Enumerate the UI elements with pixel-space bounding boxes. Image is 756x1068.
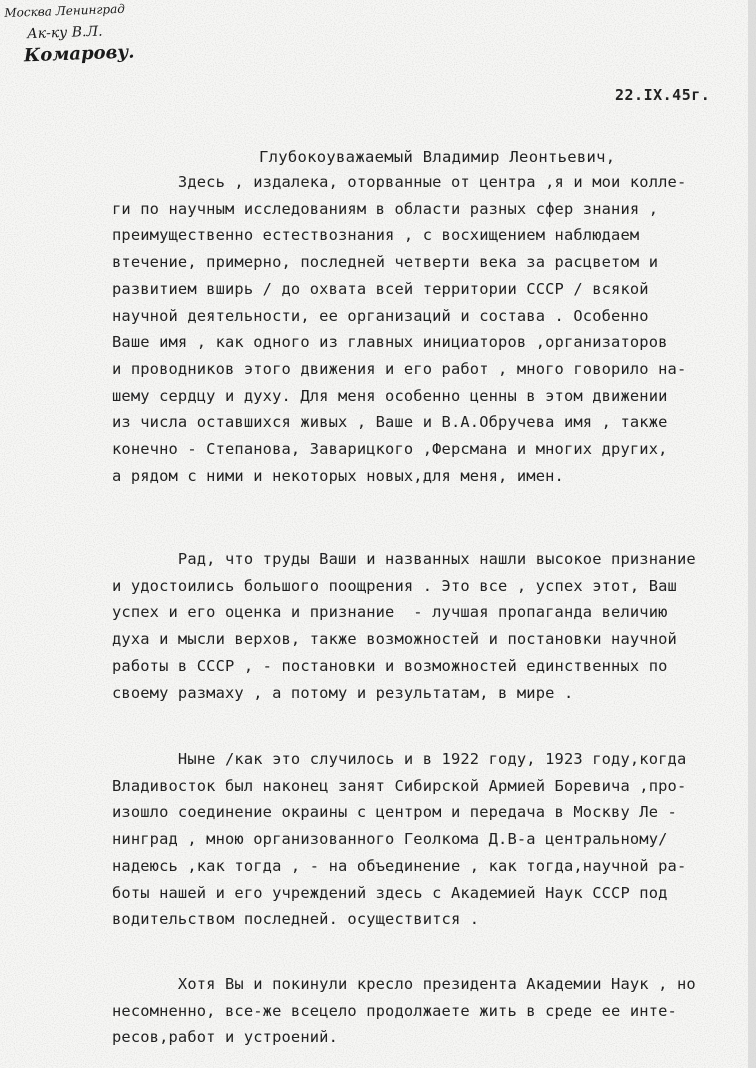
text-line: боты нашей и его учреждений здесь с Академией Наук СССР под: [112, 883, 668, 902]
text-line: ресов,работ и устроений.: [112, 1028, 338, 1047]
text-line: нинград , мною организованного Геолкома Д.В-а центральному/: [112, 830, 668, 849]
text-line: работы в СССР , - постановки и возможностей единственных по: [112, 656, 668, 675]
text-line: Владивосток был наконец занят Сибирской Армией Боревича ,про-: [112, 776, 687, 795]
text-line: Здесь , издалека, оторванные от центра ,я и мои колле-: [112, 173, 687, 191]
text-line: и удостоились большого поощрения . Это все , успех этот, Ваш: [112, 576, 677, 595]
paragraph-1: [112, 169, 742, 489]
text-line: шему сердцу и духу. Для меня особенно ценны в этом движении: [112, 386, 668, 405]
text-line: конечно - Степанова, Заварицкого ,Ферсмана и многих других,: [112, 440, 668, 459]
handwritten-annotation: [4, 0, 135, 68]
letter-salutation: Глубокоуважаемый Владимир Леонтьевич,: [259, 148, 616, 166]
text-line: научной деятельности, ее организаций и состава . Особенно: [112, 306, 649, 325]
annotation-line-3: Комарову.: [23, 41, 135, 67]
text-line: а рядом с ними и некоторых новых,для меня, имен.: [112, 466, 564, 485]
text-line: водительством последней. осуществится .: [112, 910, 480, 929]
paragraph-3: [112, 746, 742, 933]
text-line: ги по научным исследованиям в области разных сфер знания ,: [112, 199, 659, 218]
text-line: Ваше имя , как одного из главных инициаторов ,организаторов: [112, 333, 668, 352]
text-line: несомненно, все-же всецело продолжаете жить в среде ее инте-: [112, 1001, 677, 1020]
text-line: своему размаху , а потому и результатам, в мире .: [112, 683, 574, 702]
text-line: развитием вширь / до охвата всей территории СССР / всякой: [112, 279, 649, 298]
paragraph-4: [112, 971, 742, 1051]
text-line: преимущественно естествознания , с восхищением наблюдаем: [112, 226, 640, 245]
text-line: Ныне /как это случилось и в 1922 году, 1923 году,когда: [112, 750, 687, 768]
text-line: втечение, примерно, последней четверти века за расцветом и: [112, 253, 659, 272]
annotation-line-1: Москва Ленинград: [4, 1, 126, 20]
text-line: духа и мысли верхов, также возможностей и постановки научной: [112, 630, 677, 649]
paragraph-2: [112, 546, 742, 706]
text-line: из числа оставшихся живых , Ваше и В.А.Обручева имя , также: [112, 413, 668, 432]
annotation-line-2: Ак-ку В.Л.: [26, 23, 103, 43]
text-line: успех и его оценка и признание - лучшая пропаганда величию: [112, 603, 668, 622]
text-line: и проводников этого движения и его работ , много говорило на-: [112, 359, 687, 378]
text-line: изошло соединение окраины с центром и передача в Москву Ле -: [112, 803, 677, 822]
text-line: Рад, что труды Ваши и названных нашли высокое признание: [112, 550, 696, 568]
letter-date: 22.IX.45г.: [615, 86, 711, 104]
text-line: Хотя Вы и покинули кресло президента Академии Наук , но: [112, 975, 696, 993]
text-line: надеюсь ,как тогда , - на объединение , как тогда,научной ра-: [112, 856, 687, 875]
